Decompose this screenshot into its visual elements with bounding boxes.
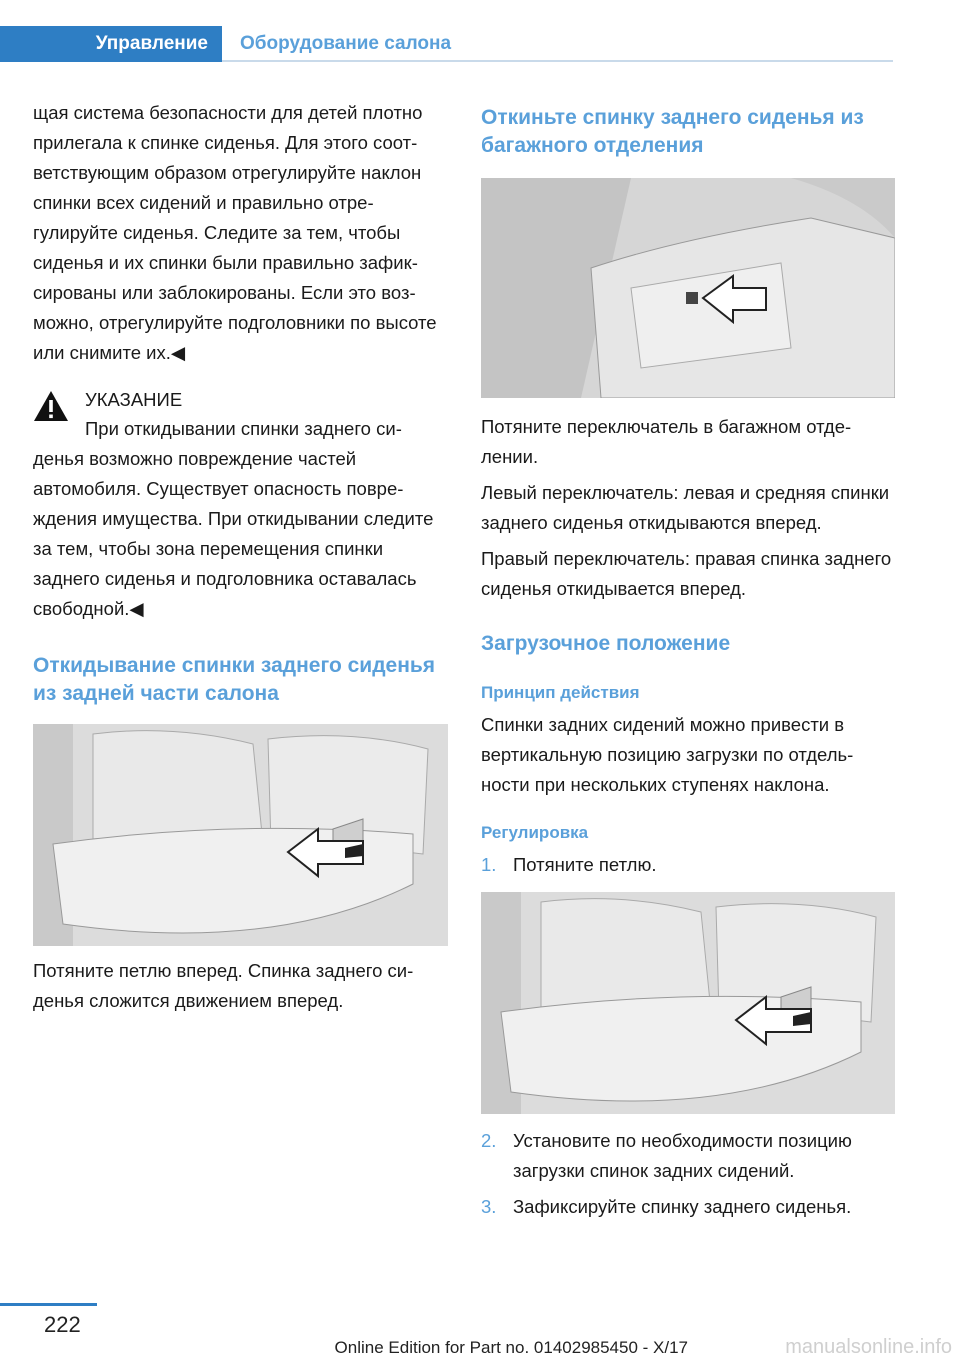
- trunk-paragraph-1: Потяните переключатель в багажном отделении.: [481, 416, 852, 467]
- step-number: 1.: [481, 854, 497, 875]
- watermark: manualsonline.info: [785, 1336, 952, 1358]
- trunk-switch-illustration: [481, 178, 895, 398]
- page-header: [0, 26, 893, 62]
- seat-loop-illustration-2: [481, 892, 895, 1114]
- loop-photo: [481, 892, 895, 1114]
- section-heading-loading: Загрузочное положение: [481, 632, 731, 655]
- adjustment-steps: [481, 850, 894, 880]
- trunk-paragraph-2: Левый переключатель: левая и средняя спинки заднего сиденья откидываются вперед.: [481, 482, 890, 533]
- trunk-photo: [481, 178, 895, 398]
- section-heading-rear: Откидывание спинки заднего сиденья из задней части салона: [33, 654, 436, 705]
- rear-caption: Потяните петлю вперед. Спинка заднего сиденья сложится движением вперед.: [33, 960, 414, 1011]
- step-number: 2.: [481, 1130, 497, 1151]
- page-number: 222: [44, 1312, 81, 1337]
- step-text: Зафиксируйте спинку заднего сиденья.: [513, 1196, 852, 1217]
- edition-note: Online Edition for Part no. 01402985450 - X/17: [334, 1338, 688, 1357]
- section-breadcrumb[interactable]: Оборудование салона: [240, 33, 452, 54]
- right-column: [481, 104, 894, 1222]
- step-item: [481, 850, 894, 880]
- step-text: Потяните петлю.: [513, 854, 657, 875]
- step-item: [481, 1126, 894, 1186]
- trunk-paragraph-3: Правый переключатель: правая спинка заднего сиденья откидывается вперед.: [481, 548, 892, 599]
- rear-seat-photo: [33, 724, 448, 946]
- subheading-adjustment: Регулировка: [481, 823, 589, 842]
- subheading-principle: Принцип действия: [481, 683, 640, 702]
- seat-loop-illustration: [33, 724, 448, 946]
- left-column: [33, 98, 446, 1016]
- adjustment-steps-continued: [481, 1126, 894, 1222]
- warning-title: УКАЗАНИЕ: [85, 389, 183, 410]
- step-item: [481, 1192, 894, 1222]
- warning-text: При откидывании спинки заднего сиденья возможно повреждение частей автомобиля. Существует опасность повреждения имущества. При откидывании следите за тем, чтобы зона перемещения спинки заднего сиденья и подголовника оставалась свободной.◀: [33, 418, 434, 619]
- section-heading-trunk: Откиньте спинку заднего сиденья из багажного отделения: [481, 106, 864, 157]
- warning-icon: [33, 390, 69, 422]
- footer-rule: [0, 1303, 97, 1306]
- step-number: 3.: [481, 1196, 497, 1217]
- principle-paragraph: Спинки задних сидений можно привести в вертикальную позицию загрузки по отдельности при нескольких ступенях наклона.: [481, 714, 854, 795]
- step-text: Установите по необходимости позицию загрузки спинок задних сидений.: [513, 1130, 852, 1181]
- warning-block: [33, 386, 446, 624]
- intro-paragraph: щая система безопасности для детей плотно прилегала к спинке сиденья. Для этого соответствующим образом отрегулируйте наклон спинки всех сидений и правильно отрегулируйте сиденья. Следите за тем, чтобы сиденья и их спинки были правильно зафиксированы или заблокированы. Если это возможно, отрегулируйте подголовники по высоте или снимите их.◀: [33, 102, 437, 363]
- header-rule: [222, 60, 893, 62]
- chapter-tab[interactable]: Управление: [0, 26, 222, 62]
